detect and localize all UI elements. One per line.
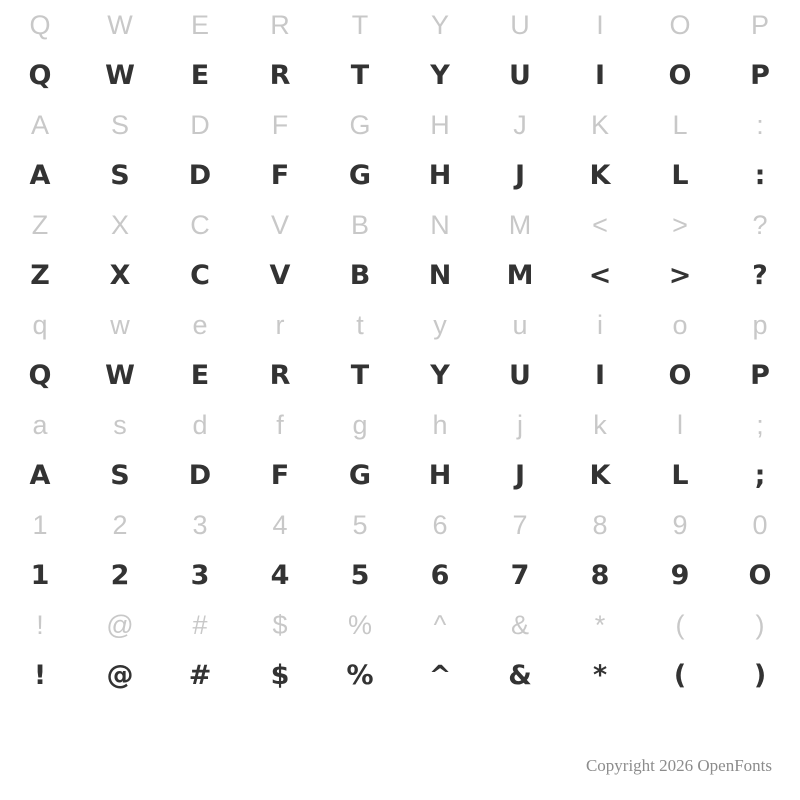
glyph-cell: 1 bbox=[30, 559, 50, 591]
glyph-cell: X bbox=[110, 209, 129, 240]
glyph-cell: 8 bbox=[590, 559, 610, 591]
glyph-cell: Y bbox=[430, 59, 450, 91]
glyph-cell: G bbox=[348, 159, 372, 191]
glyph-cell: l bbox=[677, 409, 683, 440]
glyph-cell: & bbox=[510, 609, 529, 640]
copyright-notice: Copyright 2026 OpenFonts bbox=[585, 756, 772, 775]
glyph-cell: * bbox=[594, 609, 606, 640]
glyph-cell: g bbox=[352, 409, 368, 440]
glyph-cell: ( bbox=[675, 609, 685, 640]
glyph-cell: A bbox=[29, 159, 51, 191]
glyph-cell: Z bbox=[31, 209, 49, 240]
glyph-cell: Y bbox=[430, 359, 450, 391]
glyph-cell: V bbox=[269, 259, 291, 291]
glyph-cell: u bbox=[512, 309, 528, 340]
glyph-cell: O bbox=[668, 359, 692, 391]
glyph-cell: K bbox=[590, 109, 609, 140]
glyph-cell: U bbox=[510, 9, 530, 40]
glyph-cell: A bbox=[30, 109, 49, 140]
glyph-cell: F bbox=[270, 459, 290, 491]
glyph-cell: % bbox=[347, 609, 372, 640]
glyph-cell: o bbox=[672, 309, 688, 340]
glyph-cell: 3 bbox=[192, 509, 208, 540]
glyph-cell: r bbox=[275, 309, 285, 340]
glyph-cell: ; bbox=[756, 409, 764, 440]
glyph-cell: L bbox=[671, 159, 689, 191]
glyph-cell: S bbox=[110, 459, 130, 491]
glyph-cell: F bbox=[270, 159, 290, 191]
glyph-cell: U bbox=[509, 59, 531, 91]
glyph-cell: O bbox=[748, 559, 772, 591]
glyph-cell: M bbox=[506, 259, 534, 291]
glyph-cell: k bbox=[593, 409, 607, 440]
glyph-cell: 9 bbox=[672, 509, 688, 540]
glyph-cell: C bbox=[190, 259, 210, 291]
glyph-cell: ? bbox=[752, 259, 768, 291]
glyph-cell: q bbox=[32, 309, 48, 340]
glyph-cell: : bbox=[756, 109, 764, 140]
glyph-cell: $ bbox=[270, 659, 290, 691]
glyph-cell: W bbox=[105, 59, 135, 91]
glyph-cell: O bbox=[669, 9, 691, 40]
glyph-cell: ! bbox=[36, 609, 44, 640]
glyph-cell: 7 bbox=[512, 509, 528, 540]
glyph-cell: 2 bbox=[110, 559, 130, 591]
glyph-cell: E bbox=[190, 9, 209, 40]
glyph-cell: 6 bbox=[432, 509, 448, 540]
glyph-cell: d bbox=[192, 409, 208, 440]
glyph-cell: 3 bbox=[190, 559, 210, 591]
glyph-cell: 4 bbox=[272, 509, 288, 540]
glyph-cell: & bbox=[508, 659, 532, 691]
glyph-cell: t bbox=[356, 309, 364, 340]
glyph-cell: e bbox=[192, 309, 208, 340]
glyph-cell: # bbox=[192, 609, 208, 640]
glyph-cell: a bbox=[32, 409, 48, 440]
glyph-cell: s bbox=[113, 409, 127, 440]
glyph-cell: j bbox=[517, 409, 523, 440]
glyph-cell: G bbox=[349, 109, 371, 140]
glyph-cell: D bbox=[188, 459, 212, 491]
glyph-cell: @ bbox=[106, 609, 134, 640]
glyph-cell: 2 bbox=[112, 509, 128, 540]
glyph-cell: R bbox=[269, 59, 291, 91]
glyph-cell: 5 bbox=[352, 509, 368, 540]
glyph-cell: ( bbox=[673, 659, 687, 691]
glyph-cell: Q bbox=[28, 59, 52, 91]
glyph-cell: P bbox=[750, 59, 770, 91]
glyph-cell: P bbox=[750, 9, 769, 40]
glyph-cell: Q bbox=[28, 359, 52, 391]
glyph-cell: I bbox=[594, 359, 606, 391]
glyph-cell: ; bbox=[754, 459, 766, 491]
glyph-cell: R bbox=[270, 9, 290, 40]
glyph-cell: w bbox=[110, 309, 130, 340]
glyph-cell: J bbox=[514, 159, 526, 191]
glyph-cell: < bbox=[588, 259, 612, 291]
glyph-cell: H bbox=[430, 109, 450, 140]
glyph-cell: < bbox=[592, 209, 608, 240]
glyph-cell: 4 bbox=[270, 559, 290, 591]
glyph-cell: ) bbox=[755, 609, 765, 640]
glyph-cell: C bbox=[190, 209, 210, 240]
glyph-cell: J bbox=[514, 459, 526, 491]
glyph-cell: 9 bbox=[670, 559, 690, 591]
glyph-cell: A bbox=[29, 459, 51, 491]
glyph-cell: D bbox=[190, 109, 210, 140]
glyph-cell: # bbox=[188, 659, 212, 691]
glyph-cell: i bbox=[597, 309, 603, 340]
glyph-cell: I bbox=[594, 59, 606, 91]
glyph-cell: f bbox=[276, 409, 284, 440]
glyph-cell: G bbox=[348, 459, 372, 491]
glyph-cell: U bbox=[509, 359, 531, 391]
glyph-cell: B bbox=[350, 209, 369, 240]
glyph-cell: T bbox=[350, 59, 370, 91]
glyph-cell: % bbox=[346, 659, 374, 691]
glyph-cell: W bbox=[105, 359, 135, 391]
glyph-cell: M bbox=[508, 209, 532, 240]
glyph-cell: * bbox=[592, 659, 608, 691]
glyph-cell: > bbox=[672, 209, 688, 240]
glyph-cell: ^ bbox=[428, 659, 452, 691]
glyph-cell: > bbox=[668, 259, 692, 291]
glyph-cell: I bbox=[596, 9, 604, 40]
glyph-cell: V bbox=[270, 209, 289, 240]
glyph-cell: N bbox=[430, 209, 450, 240]
glyph-cell: K bbox=[589, 459, 611, 491]
glyph-cell: Z bbox=[30, 259, 50, 291]
glyph-cell: O bbox=[668, 59, 692, 91]
glyph-cell: S bbox=[110, 109, 129, 140]
glyph-cell: W bbox=[107, 9, 133, 40]
glyph-cell: 7 bbox=[510, 559, 530, 591]
glyph-cell: h bbox=[432, 409, 448, 440]
glyph-cell: 1 bbox=[32, 509, 48, 540]
glyph-cell: Q bbox=[29, 9, 51, 40]
glyph-cell: P bbox=[750, 359, 770, 391]
glyph-cell: $ bbox=[272, 609, 288, 640]
glyph-cell: 6 bbox=[430, 559, 450, 591]
glyph-cell: Y bbox=[430, 9, 449, 40]
glyph-cell: J bbox=[513, 109, 527, 140]
glyph-cell: H bbox=[428, 159, 452, 191]
glyph-cell: F bbox=[271, 109, 289, 140]
glyph-cell: 0 bbox=[752, 509, 768, 540]
glyph-cell: S bbox=[110, 159, 130, 191]
glyph-cell: E bbox=[190, 359, 210, 391]
glyph-cell: B bbox=[349, 259, 371, 291]
glyph-cell: 8 bbox=[592, 509, 608, 540]
glyph-cell: 5 bbox=[350, 559, 370, 591]
glyph-cell: ) bbox=[753, 659, 767, 691]
glyph-cell: H bbox=[428, 459, 452, 491]
glyph-cell: N bbox=[428, 259, 452, 291]
glyph-cell: ? bbox=[752, 209, 768, 240]
glyph-cell: D bbox=[188, 159, 212, 191]
glyph-cell: L bbox=[672, 109, 688, 140]
glyph-cell: ^ bbox=[433, 609, 447, 640]
glyph-cell: E bbox=[190, 59, 210, 91]
glyph-cell: T bbox=[351, 9, 369, 40]
glyph-cell: y bbox=[433, 309, 447, 340]
glyph-cell: X bbox=[109, 259, 131, 291]
glyph-cell: ! bbox=[33, 659, 47, 691]
glyph-cell: L bbox=[671, 459, 689, 491]
glyph-cell: T bbox=[350, 359, 370, 391]
glyph-cell: K bbox=[589, 159, 611, 191]
glyph-cell: p bbox=[752, 309, 768, 340]
glyph-cell: R bbox=[269, 359, 291, 391]
glyph-cell: : bbox=[754, 159, 766, 191]
glyph-cell: @ bbox=[106, 659, 134, 691]
